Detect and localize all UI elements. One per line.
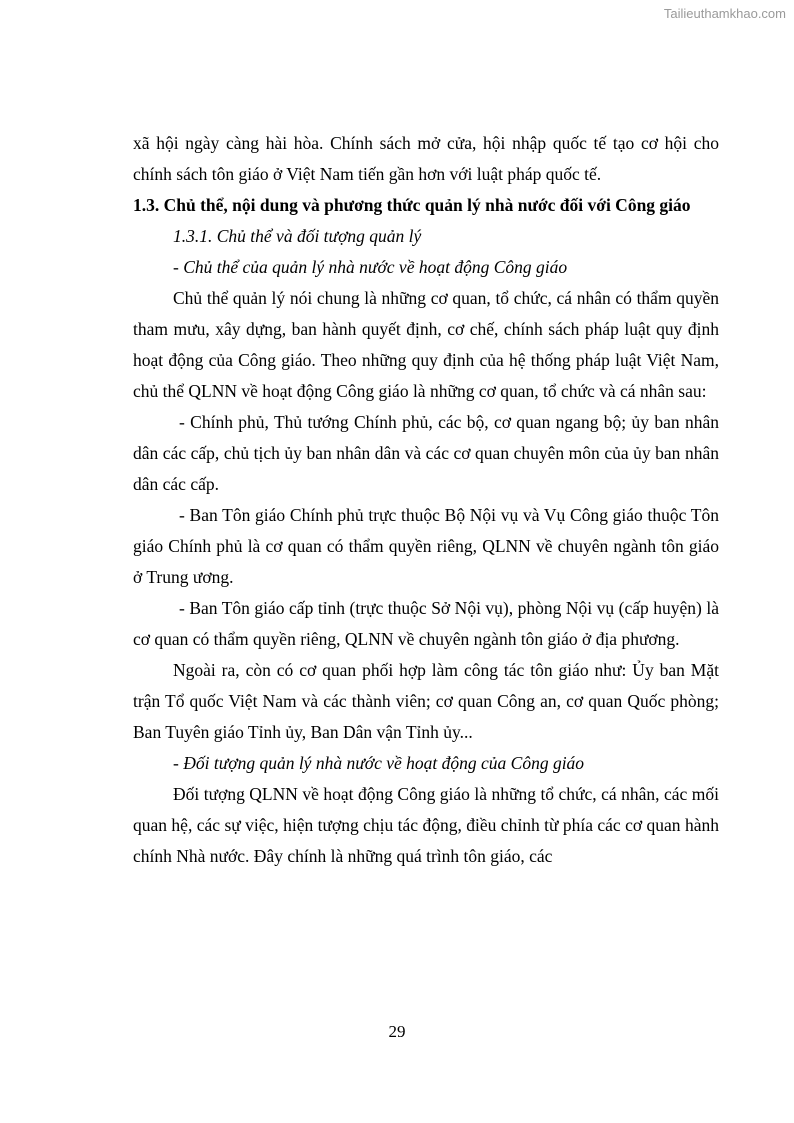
paragraph: Ngoài ra, còn có cơ quan phối hợp làm công tác tôn giáo như: Ủy ban Mặt trận Tổ quốc Việt Nam và các thành viên; cơ quan Công an, cơ quan Quốc phòng; Ban Tuyên giáo Tỉnh ủy, Ban Dân vận Tỉnh ủy... — [133, 660, 719, 742]
subsection-subheading: - Đối tượng quản lý nhà nước về hoạt động của Công giáo — [173, 753, 585, 773]
list-item: - Ban Tôn giáo Chính phủ trực thuộc Bộ Nội vụ và Vụ Công giáo thuộc Tôn giáo Chính phủ là cơ quan có thẩm quyền riêng, QLNN về chuyên ngành tôn giáo ở Trung ương. — [133, 505, 719, 587]
subsection-subheading: - Chủ thể của quản lý nhà nước về hoạt động Công giáo — [173, 257, 568, 277]
section-heading: 1.3. Chủ thể, nội dung và phương thức quản lý nhà nước đối với Công giáo — [133, 195, 691, 215]
subsection-heading: 1.3.1. Chủ thể và đối tượng quản lý — [173, 226, 422, 246]
list-item: - Ban Tôn giáo cấp tỉnh (trực thuộc Sở Nội vụ), phòng Nội vụ (cấp huyện) là cơ quan có thẩm quyền riêng, QLNN về chuyên ngành tôn giáo ở địa phương. — [133, 598, 719, 649]
paragraph: xã hội ngày càng hài hòa. Chính sách mở cửa, hội nhập quốc tế tạo cơ hội cho chính sách tôn giáo ở Việt Nam tiến gần hơn với luật pháp quốc tế. — [133, 133, 719, 184]
page-number: 29 — [388, 1022, 406, 1041]
watermark: Tailieuthamkhao.com — [663, 6, 786, 21]
list-item: - Chính phủ, Thủ tướng Chính phủ, các bộ, cơ quan ngang bộ; ủy ban nhân dân các cấp, chủ tịch ủy ban nhân dân và các cơ quan chuyên môn của ủy ban nhân dân các cấp. — [133, 412, 719, 494]
paragraph: Đối tượng QLNN về hoạt động Công giáo là những tổ chức, cá nhân, các mối quan hệ, các sự việc, hiện tượng chịu tác động, điều chỉnh từ phía các cơ quan hành chính Nhà nước. Đây chính là những quá trình tôn giáo, các — [133, 784, 719, 866]
document-body — [133, 128, 719, 872]
paragraph: Chủ thể quản lý nói chung là những cơ quan, tổ chức, cá nhân có thẩm quyền tham mưu, xây dựng, ban hành quyết định, cơ chế, chính sách pháp luật quy định hoạt động của Công giáo. Theo những quy định của hệ thống pháp luật Việt Nam, chủ thể QLNN về hoạt động Công giáo là những cơ quan, tổ chức và cá nhân sau: — [133, 288, 719, 401]
